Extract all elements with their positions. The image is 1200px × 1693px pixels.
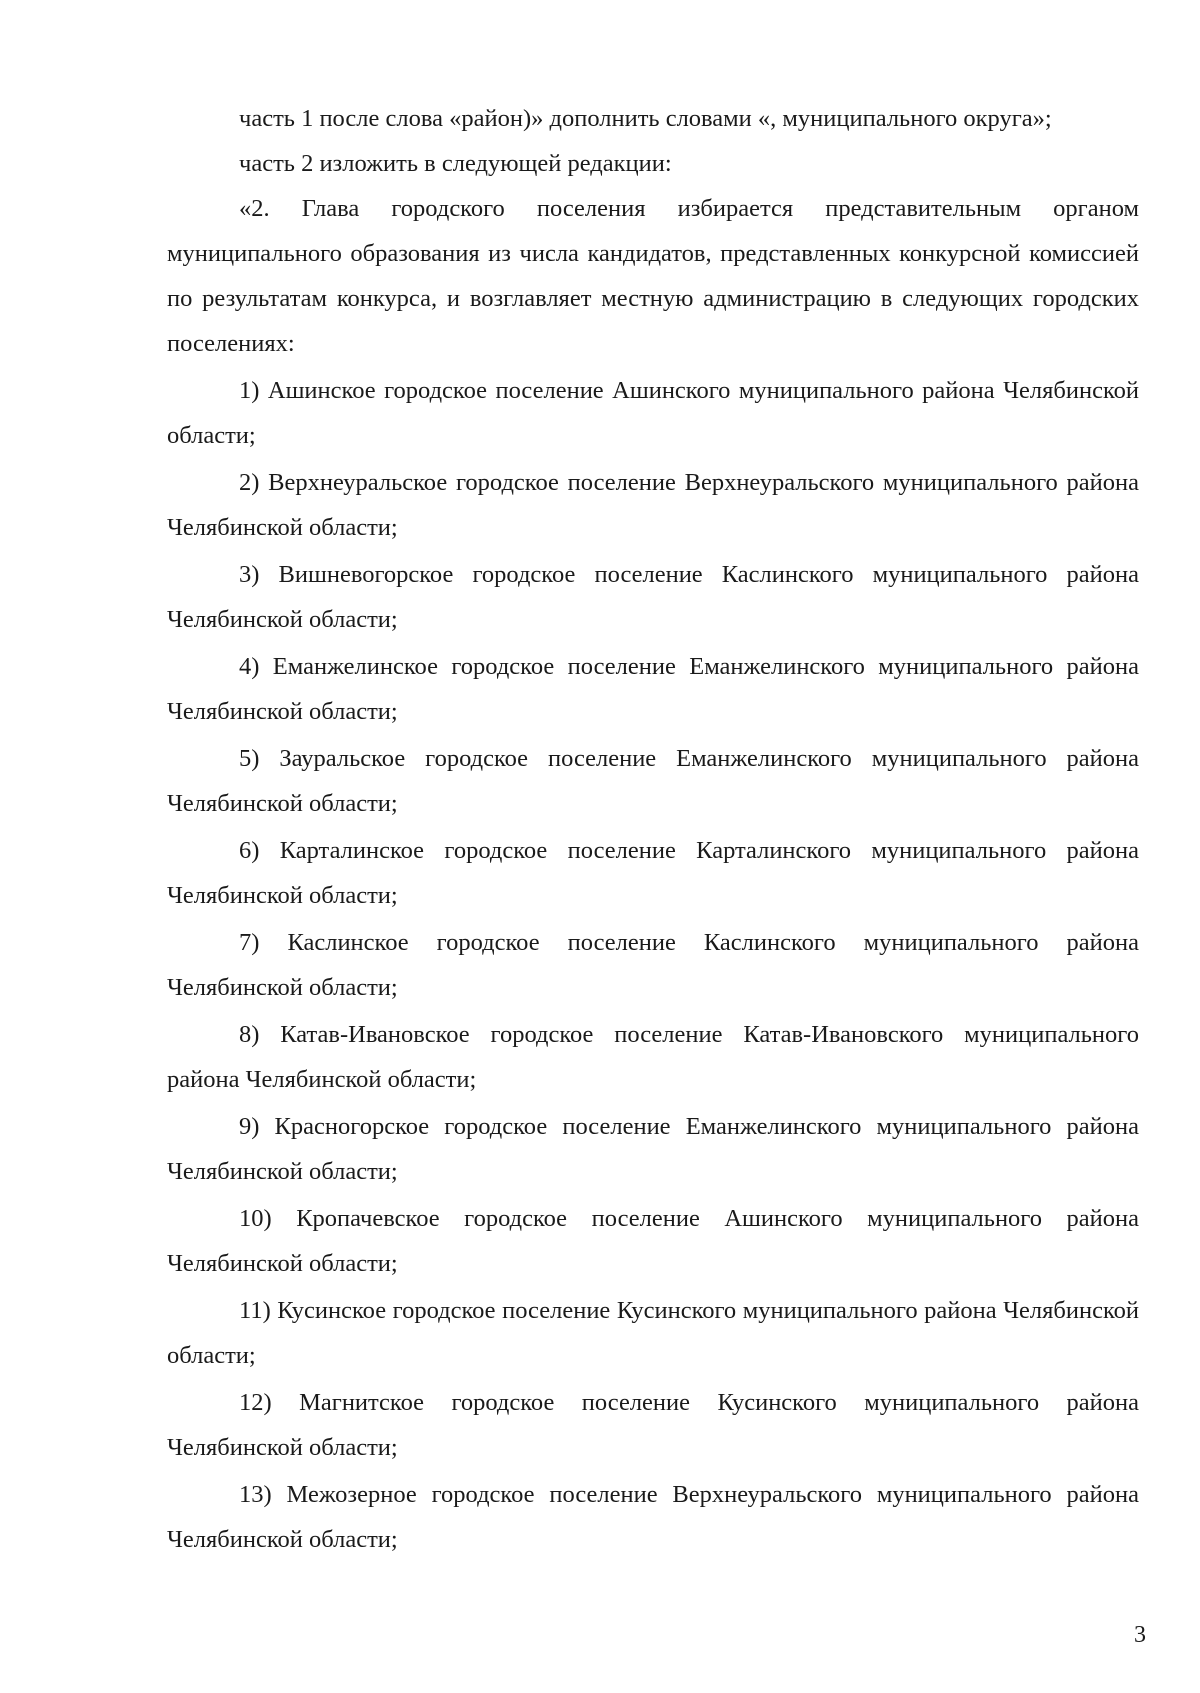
list-item-settlement: 6) Карталинское городское поселение Карталинского муниципального района Челябинской области; [167,837,1139,909]
list-item-settlement: 4) Еманжелинское городское поселение Еманжелинского муниципального района Челябинской области; [167,653,1139,725]
list-item-settlement: 8) Катав-Ивановское городское поселение Катав-Ивановского муниципального района Челябинской области; [167,1021,1139,1093]
list-item-settlement: 9) Красногорское городское поселение Еманжелинского муниципального района Челябинской области; [167,1113,1139,1185]
list-item-settlement: 13) Межозерное городское поселение Верхнеуральского муниципального района Челябинской области; [167,1481,1139,1553]
list-item-settlement: 2) Верхнеуральское городское поселение Верхнеуральского муниципального района Челябинской области; [167,469,1139,541]
list-item-settlement: 7) Каслинское городское поселение Каслинского муниципального района Челябинской области; [167,929,1139,1001]
paragraph-part-1-amendment: часть 1 после слова «район)» дополнить словами «, муниципального округа»; [239,105,1052,132]
list-item-settlement: 12) Магнитское городское поселение Кусинского муниципального района Челябинской области; [167,1389,1139,1461]
list-item-settlement: 11) Кусинское городское поселение Кусинского муниципального района Челябинской области; [167,1297,1139,1369]
list-item-settlement: 1) Ашинское городское поселение Ашинского муниципального района Челябинской области; [167,377,1139,449]
document-body [167,96,1139,1562]
paragraph-head-of-settlement: «2. Глава городского поселения избирается представительным органом муниципального образования из числа кандидатов, представленных конкурсной комиссией по результатам конкурса, и возглавляет местную администрацию в следующих городских поселениях: [167,195,1139,357]
page-number: 3 [1134,1622,1146,1648]
paragraph-part-2-intro: часть 2 изложить в следующей редакции: [239,150,672,177]
list-item-settlement: 5) Зауральское городское поселение Еманжелинского муниципального района Челябинской области; [167,745,1139,817]
list-item-settlement: 3) Вишневогорское городское поселение Каслинского муниципального района Челябинской области; [167,561,1139,633]
list-item-settlement: 10) Кропачевское городское поселение Ашинского муниципального района Челябинской области; [167,1205,1139,1277]
